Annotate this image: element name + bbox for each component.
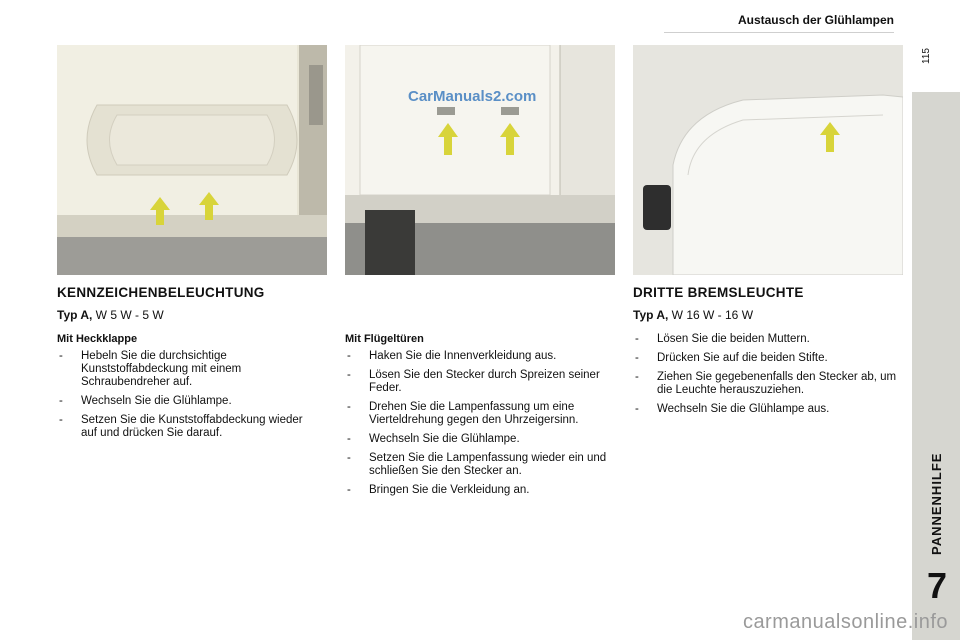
side-tab (912, 92, 960, 640)
type-label: Typ A, (57, 308, 93, 322)
list-item: - Hebeln Sie die durchsichtige Kunststoffabdeckung mit einem Schraubendreher auf. (59, 350, 242, 388)
list-item: - Haken Sie die Innenverkleidung aus. (347, 350, 557, 362)
subheading-wing-doors: Mit Flügeltüren (345, 333, 424, 345)
side-tab-label: PANNENHILFE (929, 452, 944, 555)
photo-third-brake-light (633, 45, 903, 275)
list-item: - Lösen Sie den Stecker durch Spreizen seiner Feder. (347, 369, 600, 394)
header-title: Austausch der Glühlampen (737, 13, 894, 27)
list-item: - Wechseln Sie die Glühlampe aus. (635, 403, 830, 415)
list-item: - Setzen Sie die Lampenfassung wieder ein und schließen Sie den Stecker an. (347, 452, 607, 477)
list-item: - Lösen Sie die beiden Muttern. (635, 333, 810, 345)
list-item: - Drücken Sie auf die beiden Stifte. (635, 352, 828, 364)
type-spec-brake-light (633, 308, 753, 322)
subheading-tailgate: Mit Heckklappe (57, 333, 138, 345)
watermark-top: CarManuals2.com (408, 88, 537, 105)
type-value: W 5 W - 5 W (92, 308, 164, 322)
list-item: - Wechseln Sie die Glühlampe. (347, 433, 520, 445)
header-rule (664, 32, 894, 33)
list-item: - Wechseln Sie die Glühlampe. (59, 395, 232, 407)
page-number: 115 (921, 48, 932, 64)
type-label: Typ A, (633, 308, 669, 322)
section-title-brake-light: DRITTE BREMSLEUCHTE (633, 285, 804, 300)
type-spec-license-light (57, 308, 164, 322)
steps-tailgate (57, 350, 312, 446)
steps-wing-doors (345, 350, 620, 503)
type-value: W 16 W - 16 W (668, 308, 754, 322)
watermark-bottom: carmanualsonline.info (742, 611, 948, 633)
list-item: - Setzen Sie die Kunststoffabdeckung wieder auf und drücken Sie darauf. (59, 414, 303, 439)
chapter-number: 7 (926, 565, 948, 606)
photo-wing-doors (345, 45, 615, 275)
list-item: - Ziehen Sie gegebenenfalls den Stecker ab, um die Leuchte herauszuziehen. (635, 371, 897, 396)
steps-brake-light (633, 333, 898, 422)
section-title-license-light: KENNZEICHENBELEUCHTUNG (57, 285, 265, 300)
list-item: - Drehen Sie die Lampenfassung um eine Vierteldrehung gegen den Uhrzeigersinn. (347, 401, 579, 426)
list-item: - Bringen Sie die Verkleidung an. (347, 484, 530, 496)
photo-tailgate (57, 45, 327, 275)
